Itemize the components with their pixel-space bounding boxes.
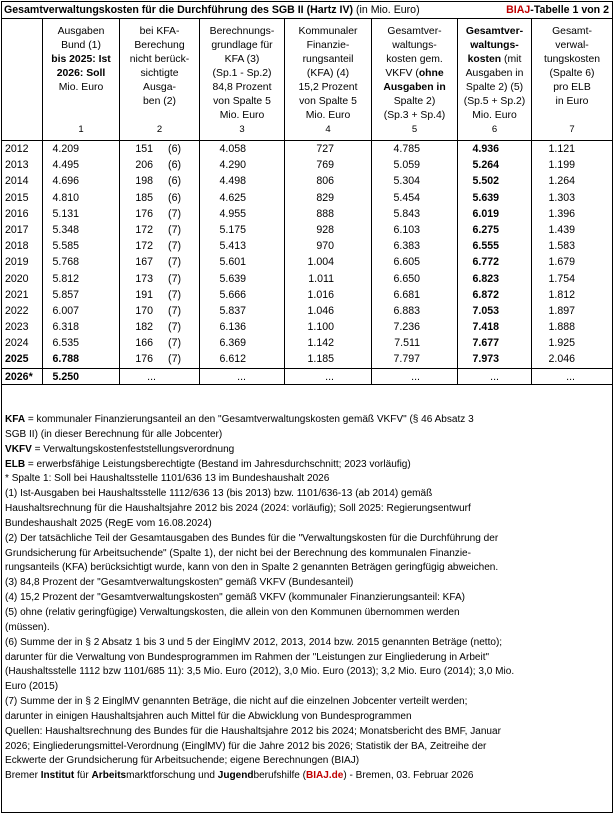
cell-ausgaben: 5.812 — [52, 272, 79, 285]
cell-ausgaben: 6.535 — [52, 337, 79, 350]
cell-pro-elb: 1.199 — [548, 159, 575, 172]
column-number: 7 — [569, 124, 575, 135]
note-line: Eckwerte der Grundsicherung für Arbeitsuchende; eigene Berechnungen (BIAJ) — [5, 755, 360, 767]
cell-nicht-beruecksichtigt: 167 — [135, 256, 153, 269]
cell-ausgaben: 6.318 — [52, 321, 79, 334]
cell-footnote-ref: (7) — [168, 353, 181, 366]
grid-line — [42, 141, 43, 384]
cell-gesamtverwaltungskosten-vkfv: 5.059 — [393, 159, 420, 172]
cell-nicht-beruecksichtigt: 172 — [135, 223, 153, 236]
table-row — [2, 206, 612, 222]
table-reference: -Tabelle 1 von 2 — [530, 4, 609, 16]
cell-gesamtverwaltungskosten: 6.823 — [472, 272, 499, 285]
column-number: 5 — [411, 124, 418, 135]
cell-kfa: 1.046 — [307, 304, 334, 317]
note-line: VKFV = Verwaltungskostenfeststellungsverordnung — [5, 443, 235, 455]
cell-ausgaben: 5.250 — [52, 370, 79, 383]
cell-berechnungsgrundlage: 5.175 — [219, 223, 246, 236]
cell-berechnungsgrundlage: 5.837 — [219, 304, 246, 317]
table-row — [2, 303, 612, 319]
row-year: 2016 — [5, 207, 29, 220]
row-year: 2012 — [5, 143, 29, 155]
cell-berechnungsgrundlage: 6.369 — [219, 337, 246, 350]
note-line: Bundeshaushalt 2025 (RegE vom 16.08.2024) — [5, 517, 212, 529]
cell-gesamtverwaltungskosten-vkfv: 5.304 — [393, 175, 420, 188]
row-year: 2019 — [5, 256, 29, 269]
cell-gesamtverwaltungskosten-vkfv: 6.103 — [393, 223, 420, 236]
cell-berechnungsgrundlage: 4.625 — [219, 191, 246, 204]
note-line: Euro (2015) — [5, 681, 59, 693]
cell-berechnungsgrundlage: 5.413 — [219, 240, 246, 253]
grid-line — [119, 141, 120, 384]
cell-footnote-ref: (7) — [168, 304, 181, 317]
note-line: darunter in einigen Haushaltsjahren auch Mittel für die Abwicklung von Bundesprogrammen — [5, 710, 412, 722]
column-number: 6 — [491, 124, 498, 135]
cell-nicht-beruecksichtigt: 172 — [135, 240, 153, 253]
cell-pro-elb: 1.897 — [548, 304, 575, 317]
note-line: (Haushaltsstelle 1112 bzw 1101/685 11): 3,5 Mio. Euro (2012), 3,0 Mio. Euro (2013); 3,2 Mio. Euro (2014); 3,0 Mio. — [5, 666, 515, 678]
title-bar — [2, 2, 612, 19]
note-line: KFA = kommunaler Finanzierungsanteil an den "Gesamtverwaltungskosten gemäß VKFV" (§ 46 Absatz 3 — [5, 414, 474, 425]
cell-gesamtverwaltungskosten-vkfv: 7.511 — [394, 337, 420, 350]
cell-ausgaben: 5.131 — [52, 207, 79, 220]
biaj-link[interactable]: BIAJ.de — [305, 770, 344, 782]
table-row — [2, 190, 612, 206]
row-year: 2014 — [5, 175, 29, 188]
note-line: (3) 84,8 Prozent der "Gesamtverwaltungskosten" gemäß VKFV (Bundesanteil) — [5, 577, 354, 589]
cell-nicht-beruecksichtigt: 170 — [135, 304, 153, 317]
grid-line — [457, 141, 458, 384]
cell-gesamtverwaltungskosten-vkfv: 6.605 — [393, 256, 420, 269]
cell-nicht-beruecksichtigt: 198 — [135, 175, 153, 188]
column-number: 2 — [156, 124, 163, 135]
footnotes — [5, 413, 609, 784]
cell-footnote-ref: (7) — [168, 223, 181, 236]
cell-gesamtverwaltungskosten-vkfv: 6.681 — [393, 288, 420, 301]
cell-pro-elb: 1.396 — [548, 207, 575, 220]
cell-kfa: 928 — [316, 223, 334, 236]
cell-footnote-ref: (7) — [168, 256, 181, 269]
table-sheet — [1, 1, 613, 813]
cell-gesamtverwaltungskosten: 6.772 — [472, 256, 499, 269]
note-line: (5) ohne (relativ geringfügige) Verwaltungskosten, die allein von den Kommunen übernommen werden — [5, 606, 460, 618]
cell-footnote-ref: (6) — [168, 143, 181, 155]
cell-pro-elb: 1.888 — [548, 321, 575, 334]
cell-footnote-ref: (6) — [168, 159, 181, 172]
cell-gesamtverwaltungskosten: 6.019 — [472, 207, 499, 220]
data-rows — [2, 141, 612, 385]
cell-gesamtverwaltungskosten: 7.973 — [472, 353, 499, 366]
cell-pro-elb: 1.439 — [548, 223, 575, 236]
column-header-7: Gesamt- verwal- tungskosten (Spalte 6) pro ELB in Euro 7 — [531, 19, 612, 140]
column-number: 3 — [239, 124, 245, 135]
column-header-2: bei KFA- Berechung nicht berück- sichtigte Ausga- ben (2) 2 — [119, 19, 199, 140]
cell-gesamtverwaltungskosten-vkfv: 6.650 — [393, 272, 420, 285]
cell-ausgaben: 4.696 — [52, 175, 79, 188]
note-line: * Spalte 1: Soll bei Haushaltsstelle 1101/636 13 im Bundeshaushalt 2026 — [5, 473, 330, 485]
cell-kfa: 829 — [316, 191, 334, 204]
cell-gesamtverwaltungskosten: 7.053 — [472, 304, 499, 317]
note-line: ELB = erwerbsfähige Leistungsberechtigte (Bestand im Jahresdurchschnitt; 2023 vorläufig) — [5, 458, 411, 470]
cell-ausgaben: 5.585 — [52, 240, 79, 253]
table-row — [2, 222, 612, 238]
cell-gesamtverwaltungskosten: 6.555 — [472, 240, 499, 253]
cell-pro-elb: 1.264 — [548, 175, 575, 188]
cell-ausgaben: 6.007 — [52, 304, 79, 317]
cell-berechnungsgrundlage: ... — [237, 370, 246, 383]
cell-gesamtverwaltungskosten: 7.418 — [472, 321, 499, 334]
cell-berechnungsgrundlage: 4.290 — [219, 159, 246, 172]
cell-nicht-beruecksichtigt: 182 — [135, 321, 153, 334]
cell-gesamtverwaltungskosten-vkfv: 4.785 — [393, 143, 420, 155]
cell-kfa: 727 — [316, 143, 334, 155]
cell-gesamtverwaltungskosten: ... — [490, 370, 499, 383]
cell-gesamtverwaltungskosten: 6.275 — [472, 223, 499, 236]
table-row — [2, 335, 612, 351]
cell-gesamtverwaltungskosten-vkfv: ... — [411, 370, 420, 383]
cell-footnote-ref: (7) — [168, 240, 181, 253]
row-year: 2013 — [5, 159, 29, 172]
cell-pro-elb: ... — [566, 370, 575, 383]
cell-ausgaben: 4.209 — [52, 143, 79, 155]
note-line: Haushaltsrechnung für die Haushaltsjahre 2012 bis 2024 (2024: vorläufig); Soll 2025: Regierungsentwurf — [5, 503, 471, 515]
cell-gesamtverwaltungskosten: 5.639 — [472, 191, 499, 204]
note-line: SGB II) (in dieser Berechnung für alle Jobcenter) — [5, 428, 223, 440]
cell-nicht-beruecksichtigt: 173 — [135, 272, 153, 285]
cell-kfa: 1.100 — [307, 321, 334, 334]
cell-gesamtverwaltungskosten-vkfv: 5.843 — [393, 207, 420, 220]
note-line: Grundsicherung für Arbeitsuchende" (Spalte 1), der nicht bei der Berechnung des kommunalen Finanzie- — [5, 547, 471, 559]
cell-gesamtverwaltungskosten-vkfv: 7.236 — [393, 321, 420, 334]
row-year: 2015 — [5, 191, 29, 204]
note-line: rungsanteils (KFA) berücksichtigt wurde, kann von den in Spalte 2 genannten Beträgen geringfügig abweichen. — [5, 562, 499, 574]
grid-line — [371, 141, 372, 384]
cell-footnote-ref: (7) — [168, 321, 181, 334]
note-line: Quellen: Haushaltsrechnung des Bundes für die Haushaltsjahre 2012 bis 2024; Monatsbericht des BMF, Januar — [5, 725, 501, 737]
note-line: (2) Der tatsächliche Teil der Gesamtausgaben des Bundes für die "Verwaltungskosten für die Durchführung der — [5, 532, 499, 544]
cell-gesamtverwaltungskosten-vkfv: 7.797 — [393, 353, 420, 366]
column-headers — [2, 19, 612, 141]
table-title: Gesamtverwaltungskosten für die Durchführung des SGB II (Hartz IV) — [4, 4, 354, 16]
biaj-label: BIAJ — [506, 4, 531, 16]
cell-kfa: 1.185 — [307, 353, 334, 366]
note-line: (7) Summe der in § 2 EinglMV genannten Beträge, die nicht auf die einzelnen Jobcenter verteilt werden; — [5, 696, 468, 708]
table-row — [2, 238, 612, 254]
column-header-3: Berechnungs- grundlage für KFA (3) (Sp.1 - Sp.2) 84,8 Prozent von Spalte 5 Mio. Euro 3 — [199, 19, 284, 140]
row-year: 2023 — [5, 321, 29, 334]
cell-pro-elb: 1.583 — [548, 240, 575, 253]
note-line: (müssen). — [5, 621, 50, 633]
cell-pro-elb: 1.925 — [548, 337, 575, 350]
cell-footnote-ref: (7) — [168, 337, 181, 350]
cell-gesamtverwaltungskosten-vkfv: 6.883 — [393, 304, 420, 317]
cell-ausgaben: 5.857 — [52, 288, 79, 301]
cell-kfa: 970 — [316, 240, 334, 253]
cell-nicht-beruecksichtigt: ... — [147, 370, 156, 383]
cell-gesamtverwaltungskosten: 6.872 — [472, 288, 499, 301]
cell-gesamtverwaltungskosten: 5.502 — [472, 175, 499, 188]
cell-nicht-beruecksichtigt: 151 — [135, 143, 153, 155]
table-row — [2, 173, 612, 189]
cell-berechnungsgrundlage: 4.955 — [219, 207, 246, 220]
table-row — [2, 254, 612, 270]
row-year: 2024 — [5, 337, 29, 350]
cell-kfa: 888 — [316, 207, 334, 220]
cell-kfa: 1.142 — [307, 337, 334, 350]
note-line: darunter für die Verwaltung von Bundesprogrammen im Rahmen der "Leistungen zur Eingliederung in Arbeit" — [5, 651, 490, 663]
grid-line — [199, 141, 200, 384]
table-row — [2, 271, 612, 287]
cell-footnote-ref: (7) — [168, 288, 181, 301]
note-line: (1) Ist-Ausgaben bei Haushaltsstelle 1112/636 13 (bis 2013) bzw. 1101/636-13 (ab 2014) gemäß — [5, 488, 433, 500]
row-year: 2022 — [5, 304, 29, 317]
cell-nicht-beruecksichtigt: 191 — [135, 288, 153, 301]
table-row — [2, 319, 612, 335]
cell-gesamtverwaltungskosten: 7.677 — [472, 337, 499, 350]
cell-footnote-ref: (6) — [168, 191, 181, 204]
cell-gesamtverwaltungskosten: 5.264 — [472, 159, 499, 172]
cell-gesamtverwaltungskosten-vkfv: 5.454 — [393, 191, 420, 204]
table-row — [2, 141, 612, 157]
row-year: 2017 — [5, 223, 29, 236]
cell-nicht-beruecksichtigt: 185 — [135, 191, 153, 204]
table-row — [2, 351, 612, 368]
cell-berechnungsgrundlage: 4.058 — [219, 143, 246, 155]
cell-gesamtverwaltungskosten-vkfv: 6.383 — [393, 240, 420, 253]
cell-nicht-beruecksichtigt: 176 — [135, 353, 153, 366]
cell-kfa: 806 — [316, 175, 334, 188]
table-row — [2, 369, 612, 385]
note-line: (6) Summe der in § 2 Absatz 1 bis 3 und 5 der EinglMV 2012, 2013, 2014 bzw. 2015 genannten Beträge (netto); — [5, 636, 503, 648]
title-unit: (in Mio. Euro) — [356, 4, 420, 16]
cell-pro-elb: 1.121 — [548, 143, 575, 155]
cell-pro-elb: 1.812 — [548, 288, 575, 301]
cell-berechnungsgrundlage: 4.498 — [219, 175, 246, 188]
cell-ausgaben: 5.348 — [52, 223, 79, 236]
note-line: (4) 15,2 Prozent der "Gesamtverwaltungskosten" gemäß VKFV (kommunaler Finanzierungsanteil: KFA) — [5, 592, 465, 604]
cell-ausgaben: 4.810 — [52, 191, 79, 204]
source-footer: Bremer Institut für Arbeitsmarktforschung und Jugendberufshilfe (BIAJ.de) - Bremen, 03. Februar 2026 — [5, 770, 474, 782]
cell-ausgaben: 5.768 — [52, 256, 79, 269]
column-header-5: Gesamtver- waltungs- kosten gem. VKFV (ohne Ausgaben in Spalte 2) (Sp.3 + Sp.4) 5 — [371, 19, 457, 140]
row-year: 2026* — [5, 370, 33, 383]
cell-berechnungsgrundlage: 6.612 — [219, 353, 246, 366]
column-header-1: Ausgaben Bund (1) bis 2025: Ist 2026: Soll Mio. Euro 1 — [42, 19, 119, 140]
cell-footnote-ref: (6) — [168, 175, 181, 188]
cell-gesamtverwaltungskosten: 4.936 — [472, 143, 499, 155]
row-year: 2021 — [5, 288, 29, 301]
note-line: 2026; Eingliederungsmittel-Verordnung (EinglMV) für die Jahre 2012 bis 2026; Statistik der BA, Zeitreihe der — [5, 740, 487, 752]
cell-kfa: ... — [325, 370, 334, 383]
cell-berechnungsgrundlage: 6.136 — [219, 321, 246, 334]
cell-berechnungsgrundlage: 5.666 — [219, 288, 246, 301]
cell-footnote-ref: (7) — [168, 207, 181, 220]
cell-kfa: 1.004 — [307, 256, 334, 269]
cell-nicht-beruecksichtigt: 206 — [135, 159, 153, 172]
cell-kfa: 769 — [316, 159, 334, 172]
cell-nicht-beruecksichtigt: 176 — [135, 207, 153, 220]
row-year: 2025 — [5, 353, 29, 366]
cell-berechnungsgrundlage: 5.601 — [219, 256, 246, 269]
cell-ausgaben: 4.495 — [52, 159, 79, 172]
column-header-6: Gesamtver- waltungs- kosten (mit Ausgaben in Spalte 2) (5) (Sp.5 + Sp.2) Mio. Euro 6 — [457, 19, 531, 140]
row-year: 2018 — [5, 240, 29, 253]
column-header-4: Kommunaler Finanzie- rungsanteil (KFA) (4) 15,2 Prozent von Spalte 5 Mio. Euro 4 — [284, 19, 371, 140]
cell-ausgaben: 6.788 — [52, 353, 79, 366]
column-number: 4 — [325, 124, 331, 135]
cell-footnote-ref: (7) — [168, 272, 181, 285]
cell-pro-elb: 1.754 — [548, 272, 575, 285]
grid-line — [531, 141, 532, 384]
cell-berechnungsgrundlage: 5.639 — [219, 272, 246, 285]
cell-nicht-beruecksichtigt: 166 — [135, 337, 153, 350]
cell-pro-elb: 1.303 — [548, 191, 575, 204]
grid-line — [284, 141, 285, 384]
column-number: 1 — [78, 124, 84, 135]
row-year: 2020 — [5, 272, 29, 285]
cell-pro-elb: 2.046 — [548, 353, 575, 366]
table-row — [2, 287, 612, 303]
table-row — [2, 157, 612, 173]
cell-pro-elb: 1.679 — [548, 256, 575, 269]
cell-kfa: 1.016 — [307, 288, 334, 301]
cell-kfa: 1.011 — [308, 272, 334, 285]
